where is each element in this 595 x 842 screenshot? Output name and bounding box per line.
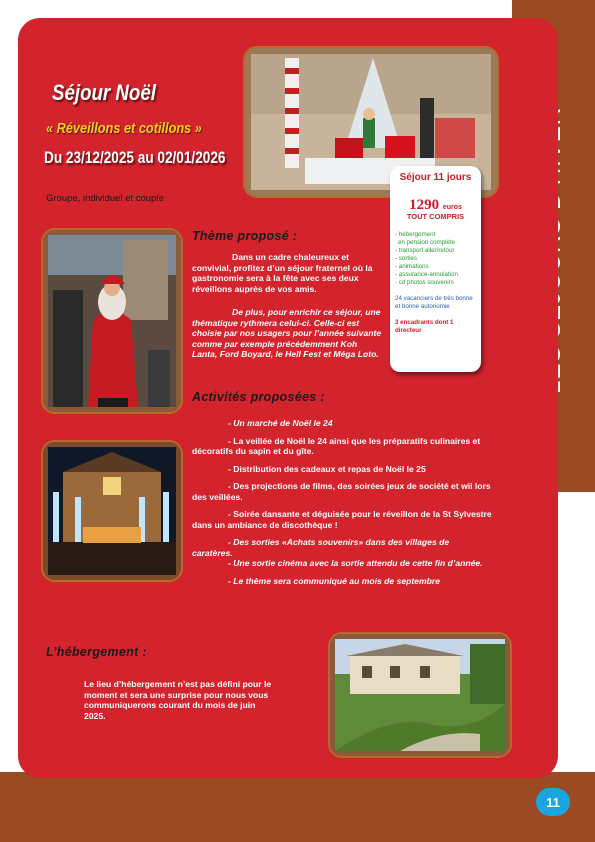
included-item: - animations [395,263,429,270]
activities-heading: Activités proposées : [192,390,325,404]
activity-item: - Une sortie cinéma avec la sortie attendu de cette fin d’année. [228,558,483,568]
guests-text: 24 vacanciers de très bonne et bonne autonomie [395,295,473,310]
included-item: - transport aller/retour [395,247,455,254]
activity-item: - Un marché de Noël le 24 [228,418,333,428]
stay-duration: Séjour 11 jours [399,172,472,183]
audience-text: Groupe, individuel et couple [46,193,164,204]
theme-heading: Thème proposé : [192,229,298,243]
activity-item: - Le thème sera communiqué au mois de septembre [228,575,441,586]
included-item: - hébergement [395,231,436,238]
bottom-band [0,772,595,842]
activity-item: - Distribution des cadeaux et repas de Noël le 25 [228,463,426,474]
activity-item: - Des sorties «Achats souvenirs» dans des villages de caratères. [192,537,450,558]
price-value: 1290 [409,197,440,213]
included-item: en pension complète [398,239,456,246]
stay-dates: Du 23/12/2025 au 02/01/2026 [44,148,226,167]
lodging-photo [330,634,510,756]
christmas-lights-photo [43,442,181,580]
santa-photo [43,230,181,412]
price-note: TOUT COMPRIS [406,212,465,221]
included-list [395,231,476,287]
activities-list [192,418,492,593]
activity-item: - Soirée dansante et déguisée pour le réveillon de la St Sylvestre dans un ambiance de discothèque ! [192,509,492,530]
price-unit: euros [442,204,462,211]
page-number: 11 [536,788,570,816]
staff-text: 3 encadrants dont 1 directeur [395,319,454,334]
theme-paragraph-2: De plus, pour enrichir ce séjour, une thématique rythmera celui-ci. Celle-ci est choisie par nos usagers pour l’année suivante comme par exemple précédemment Koh Lanta, Ford Boyard, le Hell Fest et Méga Loto. [192,307,382,359]
stay-subtitle: « Réveillons et cotillons » [46,120,202,137]
stay-info-box [390,166,481,372]
included-item: - cd photos souvenirs [395,279,454,286]
activity-item: - La veillée de Noël le 24 ainsi que les préparatifs culinaires et décoratifs du sapin et du gîte. [192,435,481,456]
stay-title: Séjour Noël [52,80,156,105]
included-item: - assurance-annulation [395,271,458,278]
theme-paragraph-1: Dans un cadre chaleureux et convivial, profitez d’un séjour fraternel où la gastronomie sera à la fête avec ses deux réveillons auprès de vos amis. [192,252,373,294]
included-item: - sorties [395,255,418,262]
activity-item: - Des projections de films, des soirées jeux de société et wii lors des veillées. [192,481,491,502]
lodging-heading: L’hébergement : [46,645,147,659]
lodging-text: Le lieu d’hébergement n’est pas défini pour le moment et sera une surprise pour nous vous communiquerons courant du mois de juin 2025. [84,679,272,721]
